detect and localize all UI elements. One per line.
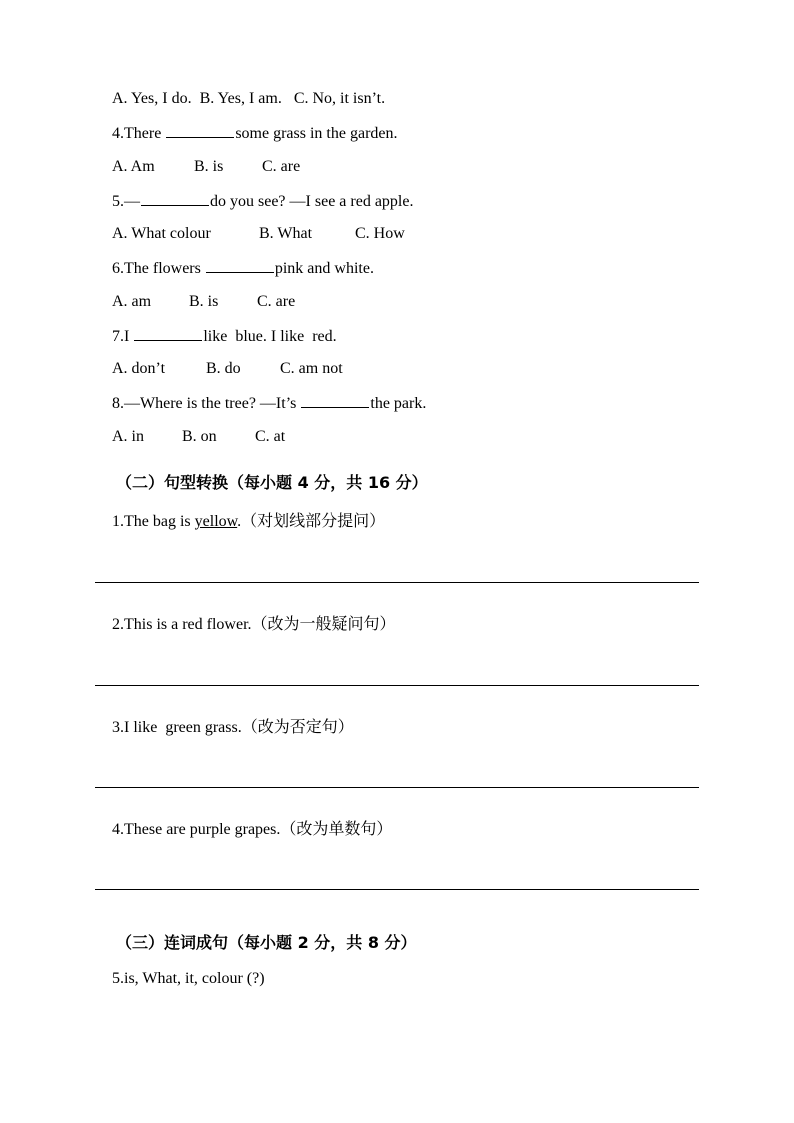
answer-line-4[interactable] (95, 889, 699, 890)
section-2-item-1-text: 1.The bag is (112, 513, 195, 530)
answer-line-2[interactable] (95, 685, 699, 686)
section-2-item-4 (96, 799, 392, 860)
section-2-item-1 (96, 491, 385, 552)
q7-option-a: A. don’t (112, 360, 166, 377)
section-2-item-3-text: 3.I like green grass. (112, 719, 242, 736)
q4-option-b: B. is (194, 158, 224, 175)
q4-option-a: A. Am (112, 158, 155, 175)
section-3-item-5 (96, 949, 265, 1009)
q6-blank (206, 258, 274, 273)
q8-option-a: A. in (112, 428, 144, 445)
q4-blank (166, 123, 234, 138)
q5-option-b: B. What (259, 225, 313, 242)
q6-stem-start: 6.The flowers (112, 260, 205, 277)
q5-stem-end: do you see? —I see a red apple. (210, 193, 414, 210)
section-2-item-2 (96, 594, 396, 655)
q3-option-a: A. Yes, I do. (112, 90, 192, 107)
q8-blank (301, 393, 369, 408)
q6-option-a: A. am (112, 293, 152, 310)
section-2-item-3-instruction: （改为否定句） (241, 717, 354, 736)
section-2-item-2-instruction: （改为一般疑问句） (251, 614, 396, 633)
q3-option-c: C. No, it isn’t. (293, 90, 386, 107)
q7-option-c: C. am not (280, 360, 343, 377)
section-2-item-4-instruction: （改为单数句） (280, 819, 393, 838)
q3-option-b: B. Yes, I am. (199, 90, 282, 107)
section-2-item-1-period: . (237, 513, 242, 530)
q4-stem-start: 4.There (112, 125, 166, 142)
q5-option-c: C. How (355, 225, 405, 242)
section-3-item-5-text: 5.is, What, it, colour (?) (112, 970, 265, 987)
q6-stem-end: pink and white. (274, 260, 374, 277)
answer-line-3[interactable] (95, 787, 699, 788)
section-2-heading-text: （二）句型转换（每小题 4 分，共 16 分） (116, 473, 428, 492)
q5-option-a: A. What colour (112, 225, 211, 242)
q5-stem-start: 5.— (112, 193, 140, 210)
q4-stem-end: some grass in the garden. (235, 125, 398, 142)
section-2-item-1-underlined-word: yellow (194, 513, 238, 530)
q8-stem-start: 8.—Where is the tree? —It’s (112, 395, 301, 412)
section-2-item-2-text: 2.This is a red flower. (112, 616, 252, 633)
q8-option-c: C. at (255, 428, 286, 445)
q6-option-c: C. are (257, 293, 296, 310)
q8-stem-end: the park. (370, 395, 427, 412)
q7-stem-start: 7.I (112, 328, 134, 345)
q6-option-b: B. is (189, 293, 219, 310)
q4-option-c: C. are (262, 158, 301, 175)
q8-option-b: B. on (182, 428, 217, 445)
section-2-item-3 (96, 697, 354, 758)
answer-line-1[interactable] (95, 582, 699, 583)
q7-stem-end: like blue. I like red. (203, 328, 337, 345)
section-2-item-1-instruction: （对划线部分提问） (241, 511, 386, 530)
q7-option-b: B. do (206, 360, 241, 377)
section-2-item-4-text: 4.These are purple grapes. (112, 821, 281, 838)
section-3-heading-text: （三）连词成句（每小题 2 分，共 8 分） (116, 933, 417, 952)
